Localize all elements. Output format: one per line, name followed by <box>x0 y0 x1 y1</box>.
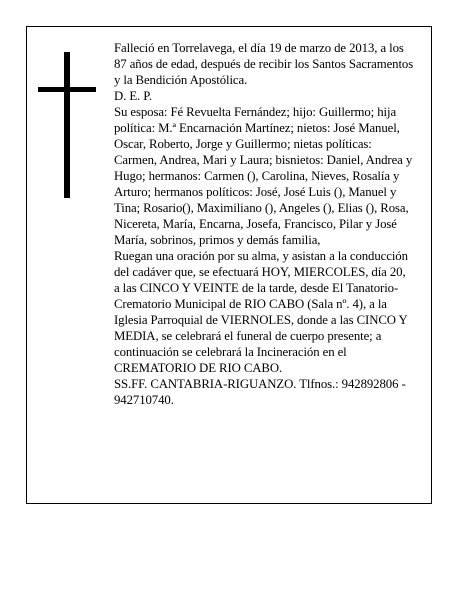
cross-horizontal-bar <box>38 87 96 92</box>
cross-vertical-bar <box>64 52 70 198</box>
notice-text <box>114 40 414 408</box>
funeral-details: Ruegan una oración por su alma, y asistan a la conducción del cadáver que, se efectuará HOY, MIERCOLES, día 20, a las CINCO Y VEINTE de la tarde, desde El Tanatorio-Crematorio Municipal de RIO CABO (Sala nº. 4), a la Iglesia Parroquial de VIERNOLES, donde a las CINCO Y MEDIA, se celebrará el funeral de cuerpo presente; a continuación se celebrará la Incineración en el CREMATORIO DE RIO CABO. <box>114 249 408 375</box>
rip-line: D. E. P. <box>114 89 152 103</box>
relatives-list: Su esposa: Fé Revuelta Fernández; hijo: Guillermo; hija política: M.ª Encarnación Martínez; nietos: José Manuel, Oscar, Roberto, Jorge y Guillermo; nietas políticas: Carmen, Andrea, Mari y Laura; bisnietos: Daniel, Andrea y Hugo; hermanos: Carmen (), Carolina, Nieves, Rosalía y Arturo; hermanos políticos: José, José Luis (), Manuel y Tina; Rosario(), Maximiliano (), Angeles (), Elias (), Rosa, Nicereta, María, Encarna, Josefa, Francisco, Pilar y José María, sobrinos, primos y demás familia, <box>114 105 413 247</box>
funeral-home-contact: SS.FF. CANTABRIA-RIGUANZO. Tlfnos.: 942892806 - 942710740. <box>114 377 406 407</box>
death-announcement: Falleció en Torrelavega, el día 19 de marzo de 2013, a los 87 años de edad, después de recibir los Santos Sacramentos y la Bendición Apostólica. <box>114 41 414 87</box>
cross-icon <box>38 52 96 198</box>
